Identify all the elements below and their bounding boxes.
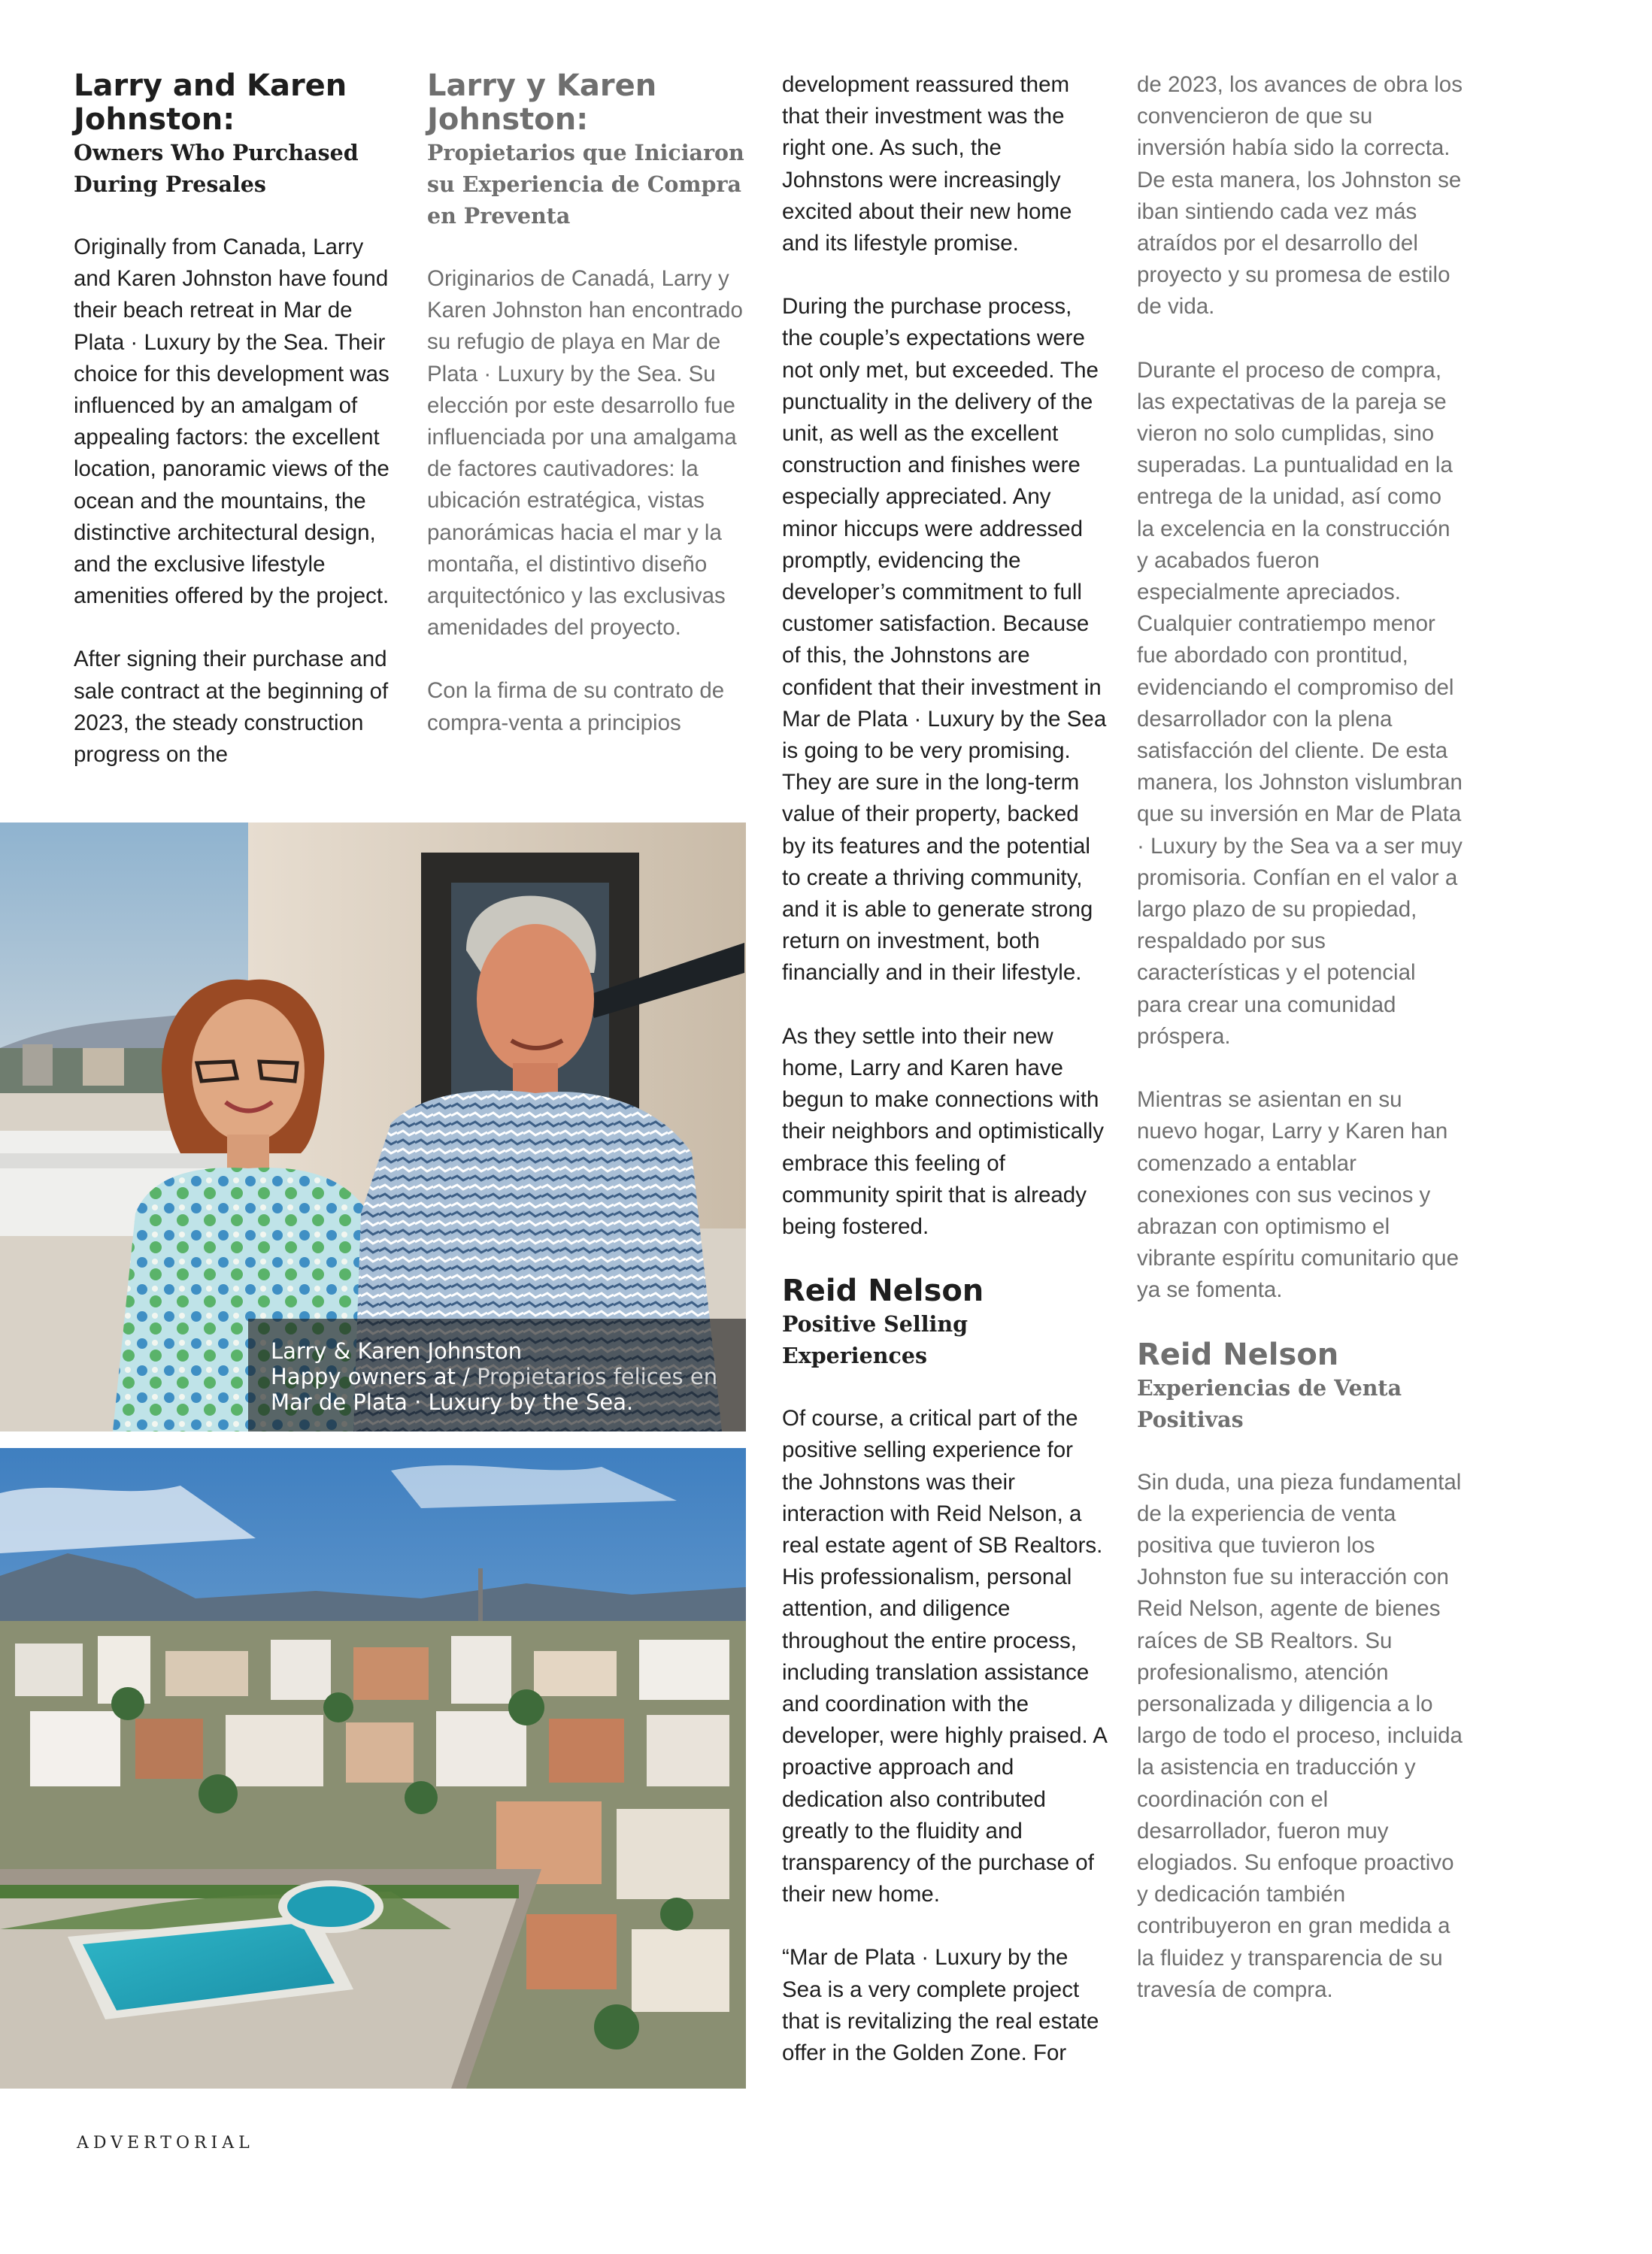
paragraph: Durante el proceso de compra, las expectativas de la pareja se vieron no solo cumplidas, sino superadas. La puntualidad en la entrega de la unidad, así como la excelencia en la construcción y acabados fueron especialmente apreciados. Cualquier contratiempo menor fue abordado con prontitud, evidenciando el compromiso del desarrollador con la plena satisfacción del cliente. De esta manera, los Johnston vislumbran que su inversión en Mar de Plata · Luxury by the Sea va a ser muy promisoria. Confían en el valor a largo plazo de su propiedad, respaldado por sus características y el potencial para crear una comunidad próspera. [1137,357,1463,1049]
paragraph: Originally from Canada, Larry and Karen Johnston have found their beach retreat in Mar de Plata · Luxury by the Sea. Their choice for this development was influenced by an amalgam of appealing factors: the excellent location, panoramic views of the ocean and the mountains, the distinctive architectural design, and the exclusive lifestyle amenities offered by the project. [74,235,390,609]
paragraph: Sin duda, una pieza fundamental de la experiencia de venta positiva que tuvieron los Johnston fue su interacción con Reid Nelson, agente de bienes raíces de SB Realtors. Su profesionalismo, atención personalizada y diligencia a lo largo de todo el proceso, incluida la asistencia en traducción y coordinación con el desarrollador, fueron muy elogiados. Su enfoque proactivo y dedicación también contribuyeron en gran medida a la fluidez y transparencia de su travesía de compra. [1137,1469,1463,2002]
caption-description [271,1364,723,1415]
footer-label: ADVERTORIAL [77,2134,254,2153]
section-subheading-en: Owners Who Purchased During Presales [74,140,359,197]
paragraph: As they settle into their new home, Larry and Karen have begun to make connections with their neighbors and optimistically embrace this feeling of community spirit that is already being fostered. [782,1023,1104,1239]
aerial-pool-photo-image [0,1448,746,2089]
paragraph: After signing their purchase and sale contract at the beginning of 2023, the steady construction progress on the [74,647,389,768]
caption-middle-es: Propietarios felices en [477,1364,718,1389]
paragraph: Of course, a critical part of the positive selling experience for the Johnstons was their interaction with Reid Nelson, a real estate agent of SB Realtors. His professionalism, personal attention, and diligence throughout the entire process, including translation assistance and coordination with the developer, were highly praised. A proactive approach and dedication also contributed greatly to the fluidity and transparency of the purchase of their new home. [782,1406,1107,1907]
caption-prefix-en: Happy owners at / [271,1364,470,1389]
paragraph: de 2023, los avances de obra los convencieron de que su inversión había sido la correcta. De esta manera, los Johnston se iban sintiendo cada vez más atraídos por el desarrollo del proyecto y su promesa de estilo de vida. [1137,72,1463,320]
english-column-left [74,69,397,802]
caption-names: Larry & Karen Johnston [271,1338,523,1364]
paragraph: Originarios de Canadá, Larry y Karen Johnston han encontrado su refugio de playa en Mar de Plata · Luxury by the Sea. Su elección por este desarrollo fue influenciada por una amalgama de factores cautivadores: la ubicación estratégica, vistas panorámicas hacia el mar y la montaña, el distintivo diseño arquitectónico y las exclusivas amenidades del proyecto. [427,266,743,641]
spanish-column-left [427,69,752,771]
section-subheading-es: Propietarios que Iniciaron su Experiencia de Compra en Preventa [427,140,744,229]
section-heading-johnston-en: Larry and Karen Johnston: [74,68,347,137]
section-heading-reid-en: Reid Nelson [782,1274,984,1309]
section-subheading-reid-en: Positive Selling Experiences [782,1311,968,1369]
section-heading-reid-es: Reid Nelson [1137,1337,1339,1372]
paragraph: development reassured them that their investment was the right one. As such, the Johnstons were increasingly excited about their new home and its lifestyle promise. [782,72,1072,256]
paragraph: Con la firma de su contrato de compra-venta a principios [427,678,725,735]
english-column-right [782,69,1107,2101]
paragraph: Mientras se asientan en su nuevo hogar, Larry y Karen han comenzado a entablar conexiones con sus vecinos y abrazan con optimismo el vibrante espíritu comunitario que ya se fomenta. [1137,1087,1459,1303]
paragraph: During the purchase process, the couple’s expectations were not only met, but exceeded. The punctuality in the delivery of the unit, as well as the excellent construction and finishes were especially appreciated. Any minor hiccups were addressed promptly, evidencing the developer’s commitment to full customer satisfaction. Because of this, the Johnstons are confident that their investment in Mar de Plata · Luxury by the Sea is going to be very promising. They are sure in the long-term value of their property, backed by its features and the potential to create a thriving community, and it is able to generate strong return on investment, both financially and in their lifestyle. [782,294,1107,986]
spanish-column-right [1137,69,1465,2037]
paragraph: “Mar de Plata · Luxury by the Sea is a very complete project that is revitalizing the real estate offer in the Golden Zone. For [782,1945,1099,2065]
section-heading-johnston-es: Larry y Karen Johnston: [427,68,657,137]
section-subheading-reid-es: Experiencias de Venta Positivas [1137,1374,1402,1432]
aerial-pool-photo [0,1448,746,2089]
caption-suffix: Mar de Plata · Luxury by the Sea. [271,1389,634,1415]
photo-caption [248,1319,746,1431]
